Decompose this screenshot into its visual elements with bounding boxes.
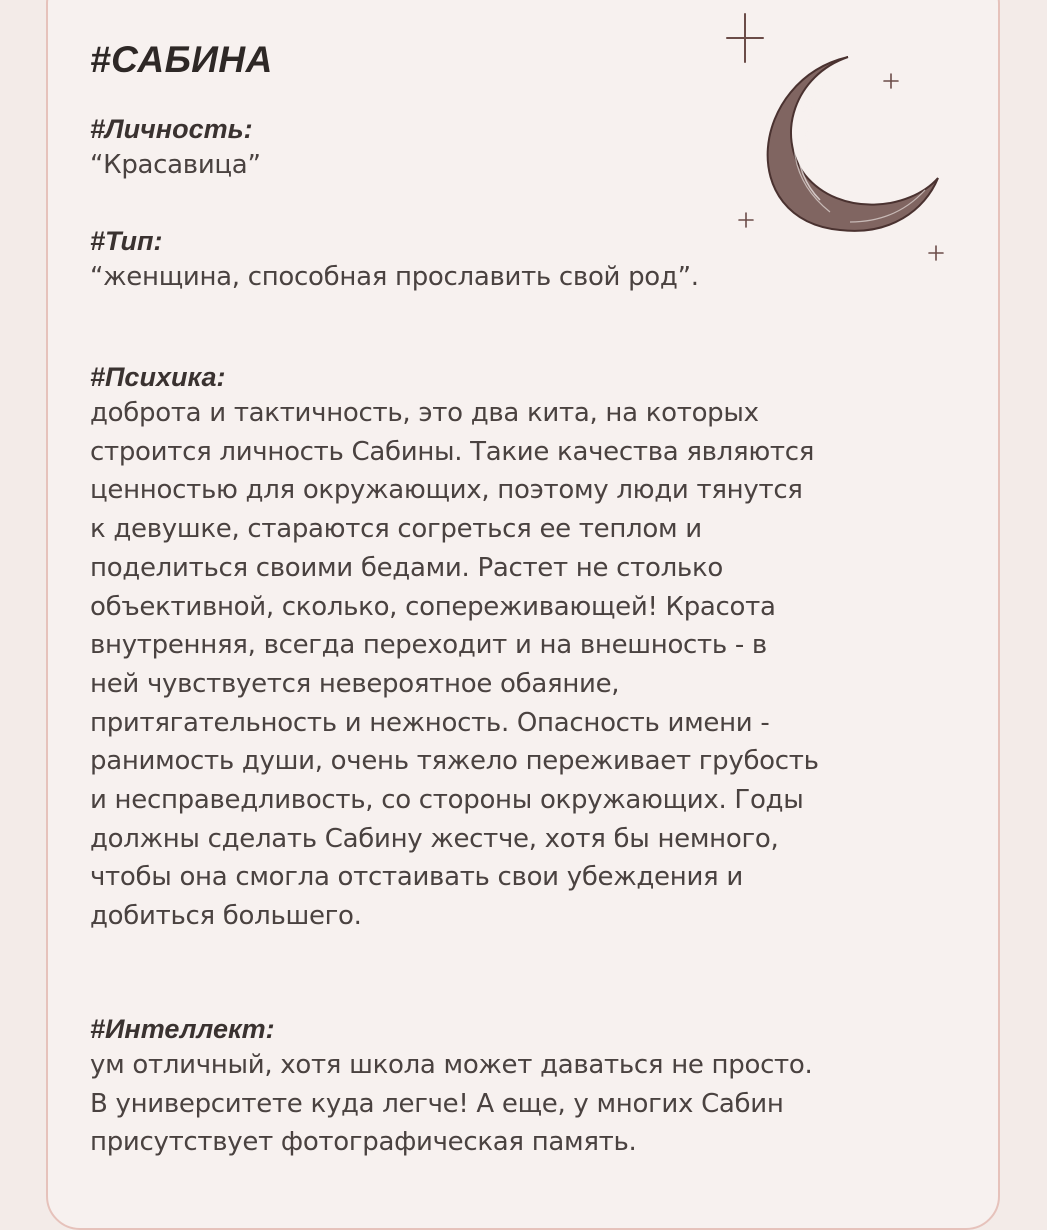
psyche-text: [90, 394, 990, 936]
text-line: ум отличный, хотя школа может даваться не просто.: [90, 1050, 813, 1080]
personality-heading: #Личность:: [90, 114, 253, 144]
text-line: доброта и тактичность, это два кита, на которых: [90, 398, 759, 428]
type-heading: #Тип:: [90, 226, 163, 256]
text-line: ценностью для окружающих, поэтому люди тянутся: [90, 475, 803, 506]
text-line: “женщина, способная прославить свой род”.: [90, 262, 699, 292]
text-line: должны сделать Сабину жестче, хотя бы немного,: [90, 823, 779, 854]
intellect-text: [90, 1046, 990, 1162]
personality-text: [90, 146, 990, 185]
text-line: и несправедливость, со стороны окружающих. Годы: [90, 785, 804, 816]
page-title: #САБИНА: [90, 39, 273, 80]
text-line: “Красавица”: [90, 150, 261, 180]
sparkle-star-icon: [884, 74, 898, 88]
type-section: [90, 224, 990, 297]
text-line: объективной, сколько, сопереживающей! Красота: [90, 591, 776, 622]
psyche-heading: #Психика:: [90, 362, 226, 392]
text-line: добиться большего.: [90, 901, 362, 932]
text-line: к девушке, стараются согреться ее теплом и: [90, 514, 702, 545]
text-line: внутренняя, всегда переходит и на внешность - в: [90, 630, 767, 661]
text-line: ней чувствуется невероятное обаяние,: [90, 668, 620, 699]
text-line: чтобы она смогла отстаивать свои убеждения и: [90, 862, 743, 893]
text-line: строится личность Сабины. Такие качества являются: [90, 436, 815, 467]
psyche-section: [90, 360, 990, 936]
sparkle-star-icon: [727, 14, 763, 62]
text-line: В университете куда легче! А еще, у многих Сабин: [90, 1088, 784, 1119]
personality-section: [90, 112, 990, 185]
text-line: ранимость души, очень тяжело переживает грубость: [90, 746, 819, 777]
type-text: [90, 258, 990, 297]
text-line: присутствует фотографическая память.: [90, 1127, 637, 1158]
text-line: притягательность и нежность. Опасность имени -: [90, 707, 770, 738]
text-line: поделиться своими бедами. Растет не столько: [90, 552, 723, 583]
intellect-heading: #Интеллект:: [90, 1014, 275, 1044]
intellect-section: [90, 1012, 990, 1162]
